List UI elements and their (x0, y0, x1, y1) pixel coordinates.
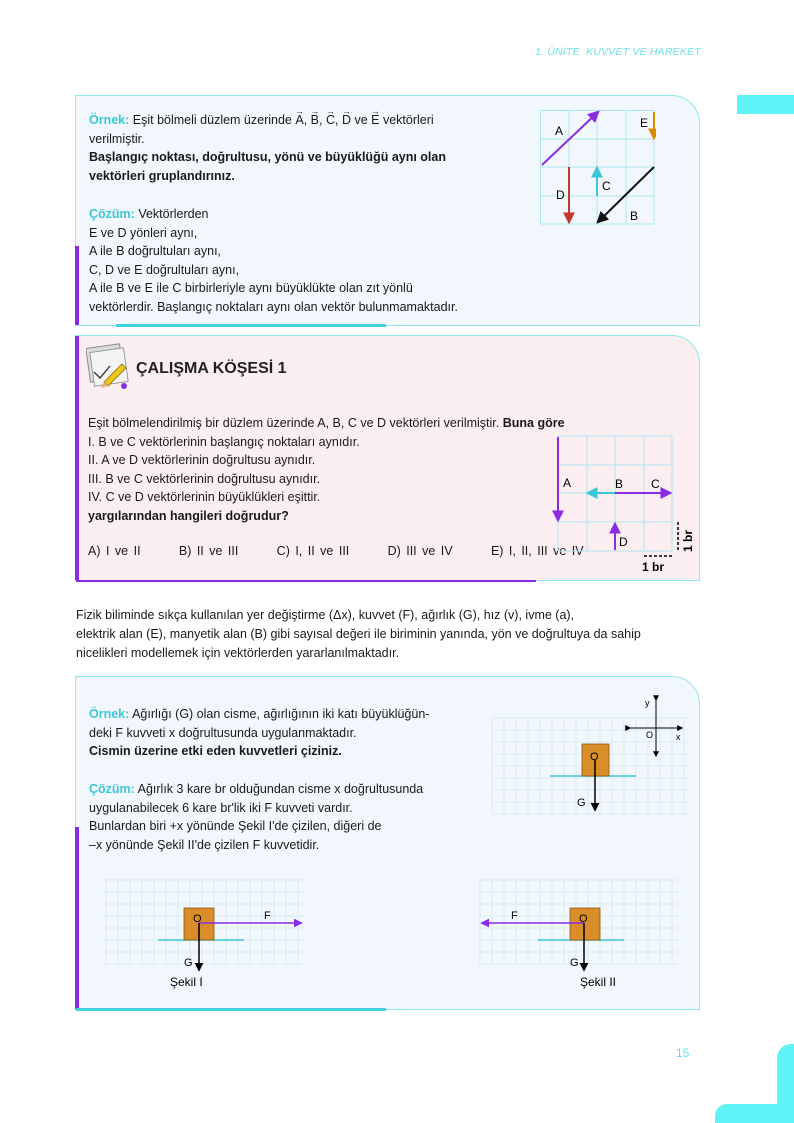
vector-e-label: E (640, 116, 649, 130)
solution-line: –x yönünde Şekil II'de çizilen F kuvvetidir. (89, 837, 320, 852)
solution-line: Ağırlık 3 kare br olduğundan cisme x doğrultusunda (137, 782, 424, 796)
object-label: O (579, 913, 588, 925)
example1-after: vektörleri (382, 113, 434, 127)
option-e[interactable]: E) I, II, III ve IV (490, 544, 584, 558)
unit-label: 1. ÜNİTE (535, 46, 580, 58)
box-bottom-bar (76, 580, 536, 582)
solution-line: Vektörlerden (138, 207, 209, 221)
workcorner-intro: Eşit bölmelendirilmiş bir düzlem üzerinde A, B, C ve D vektörleri verilmiştir. (88, 416, 500, 430)
solution-line: vektörlerdir. Başlangıç noktaları aynı olan vektör bulunmamaktadır. (89, 299, 458, 314)
vector-grid-figure1 (540, 110, 656, 226)
solution-label: Çözüm: (89, 782, 135, 796)
statement-4: IV. C ve D vektörlerinin büyüklükleri eşittir. (88, 490, 321, 504)
object-label: O (590, 751, 599, 763)
chapter-tab (737, 95, 794, 114)
body-paragraph (76, 606, 716, 663)
vector-grid-figure2 (552, 434, 697, 576)
solution-line: Bunlardan biri +x yönünde Şekil I'de çizilen, diğeri de (89, 819, 382, 833)
axis-x-label: x (676, 732, 681, 742)
axis-y-label: y (645, 698, 650, 708)
workcorner-title: ÇALIŞMA KÖŞESİ 1 (136, 360, 287, 377)
workcorner-question: yargılarından hangileri doğrudur? (88, 508, 289, 523)
example2-line: Ağırlığı (G) olan cisme, ağırlığının iki katı büyüklüğün- (132, 707, 430, 721)
option-b[interactable]: B) II ve III (178, 544, 239, 558)
weight-label: G (184, 957, 193, 969)
object-label: O (193, 913, 202, 925)
workcorner-intro-bold: Buna göre (502, 416, 565, 430)
vector-b-label: B (630, 209, 639, 223)
box-bottom-bar (116, 324, 386, 327)
body-line: nicelikleri modellemek için vektörlerden yararlanılmaktadır. (76, 646, 400, 660)
figure2-caption: Şekil II (580, 975, 617, 989)
wc-vector-a-label: A (563, 476, 572, 490)
vector-e: → E (371, 111, 379, 130)
figure-2 (478, 878, 680, 990)
notebook-pencil-icon (86, 342, 132, 392)
example2-solution (89, 780, 489, 854)
weight-label: G (577, 797, 586, 809)
unit-label-h: 1 br (642, 560, 665, 574)
unit-label-v: 1 br (681, 529, 695, 552)
example1-line2: verilmiştir. (89, 131, 145, 146)
option-a[interactable]: A) I ve II (88, 544, 141, 558)
box-accent-bar (75, 336, 79, 580)
statement-3: III. B ve C vektörlerinin doğrultusu aynıdır. (88, 471, 321, 486)
wc-vector-b-label: B (615, 477, 624, 491)
solution-line: C, D ve E doğrultuları aynı, (89, 262, 240, 277)
force-label: F (264, 910, 271, 922)
corner-decoration (715, 1104, 794, 1123)
figure-1 (104, 878, 306, 990)
wc-vector-d-label: D (619, 535, 628, 549)
body-line: elektrik alan (E), manyetik alan (B) gibi sayısal değeri ile biriminin yanında, yön ve doğrultuya da sahip (76, 627, 641, 641)
vector-a-label: A (555, 124, 564, 138)
axis-origin-label: O (646, 730, 654, 740)
workcorner-text (88, 414, 628, 525)
body-line: Fizik biliminde sıkça kullanılan yer değiştirme (Δx), kuvvet (F), ağırlık (G), hız (v), ivme (a), (76, 608, 575, 622)
box-accent-bar (75, 827, 79, 1009)
example1-question1: Başlangıç noktası, doğrultusu, yönü ve büyüklüğü aynı olan (89, 150, 446, 164)
example1-lead: Eşit bölmeli düzlem üzerinde (132, 113, 292, 127)
box-bottom-bar (76, 1008, 386, 1011)
figure1-caption: Şekil I (170, 975, 203, 989)
page-number: 15 (676, 1046, 690, 1060)
statement-2: II. A ve D vektörlerinin doğrultusu aynıdır. (88, 453, 316, 467)
answer-options (88, 544, 584, 558)
example1-text: Örnek: Eşit bölmeli düzlem üzerinde → A, → B, → C, → D ve → E vektörleri verilmiştir. Başlangıç noktası, doğrultusu, yönü ve büyüklüğü aynı olan vektörleri gruplandırınız. (89, 111, 509, 185)
force-label: F (511, 910, 518, 922)
solution-label: Çözüm: (89, 207, 135, 221)
vector-d: → D (342, 111, 351, 130)
example2-question: Cismin üzerine etki eden kuvvetleri çiziniz. (89, 744, 342, 758)
option-d[interactable]: D) III ve IV (387, 544, 453, 558)
weight-figure (490, 694, 690, 820)
vector-c: → C (326, 111, 335, 130)
solution-line: A ile B doğrultuları aynı, (89, 244, 222, 258)
solution-line: E ve D yönleri aynı, (89, 225, 198, 240)
solution-line: A ile B ve E ile C birbirleriyle aynı büyüklükte olan zıt yönlü (89, 281, 413, 295)
option-c[interactable]: C) I, II ve III (276, 544, 350, 558)
box-accent-bar (75, 246, 79, 325)
solution-line: uygulanabilecek 6 kare br'lik iki F kuvveti vardır. (89, 800, 353, 815)
vector-c-label: C (602, 179, 611, 193)
example-label: Örnek: (89, 113, 130, 127)
weight-label: G (570, 957, 579, 969)
example1-solution (89, 205, 529, 316)
topic-label: KUVVET VE HAREKET (586, 46, 701, 58)
example2-line: deki F kuvveti x doğrultusunda uygulanmaktadır. (89, 725, 357, 740)
example-label: Örnek: (89, 707, 130, 721)
example2-text (89, 705, 489, 761)
wc-vector-c-label: C (651, 477, 660, 491)
vector-d-label: D (556, 188, 565, 202)
vector-a: → A (295, 111, 303, 130)
page-header (535, 46, 701, 58)
statement-1: I. B ve C vektörlerinin başlangıç noktaları aynıdır. (88, 434, 360, 449)
vector-b: → B (311, 111, 319, 130)
example1-question2: vektörleri gruplandırınız. (89, 168, 235, 183)
